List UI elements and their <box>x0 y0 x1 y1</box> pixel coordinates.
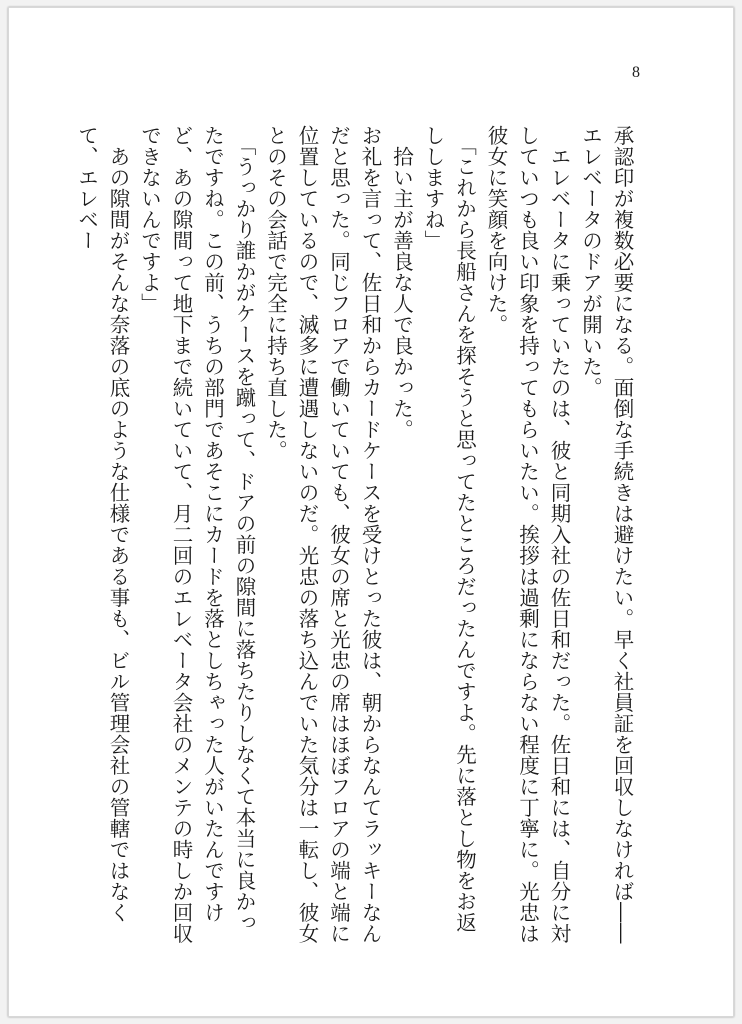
paragraph: お礼を言って、佐日和からカードケースを受けとった彼は、朝からなんてラッキーなんだと思った。同じフロアで働いていても、彼女の席と光忠の席はほぼフロアの端と端に位置しているので、滅多に遭遇しないのだ。光忠の落ち込んでいた気分は一転し、彼女とのその会話で完全に持ち直した。 <box>263 125 382 944</box>
paragraph: エレベータに乗っていたのは、彼と同期入社の佐日和だった。佐日和には、自分に対していつも良い印象を持ってもらいたい。挨拶は過剰にならない程度に丁寧に。光忠は彼女に笑顔を向けた。 <box>484 125 571 944</box>
page-number: 8 <box>632 64 640 81</box>
paragraph: 承認印が複数必要になる。面倒な手続きは避けたい。早く社員証を回収しなければ――エレベータのドアが開いた。 <box>578 125 634 944</box>
paragraph: 拾い主が善良な人で良かった。 <box>389 145 414 440</box>
book-page <box>8 7 734 1017</box>
paragraph: 「これから長船さんを探そうと思ってたところだったんですよ。先に落とし物をお返ししますね」 <box>421 125 477 934</box>
paragraph: 「うっかり誰かがケースを蹴って、ドアの前の隙間に落ちたりしなくて本当に良かったですね。この前、うちの部門であそこにカードを落としちゃった人がいたんですけど、あの隙間って地下まで続いていて、月二回のエレベータ会社のメンテの時しか回収できないんですよ」 <box>137 125 256 944</box>
paragraph: あの隙間がそんな奈落の底のような仕様である事も、ビル管理会社の管轄ではなくて、エレベー <box>74 125 130 923</box>
body-text <box>70 125 637 945</box>
